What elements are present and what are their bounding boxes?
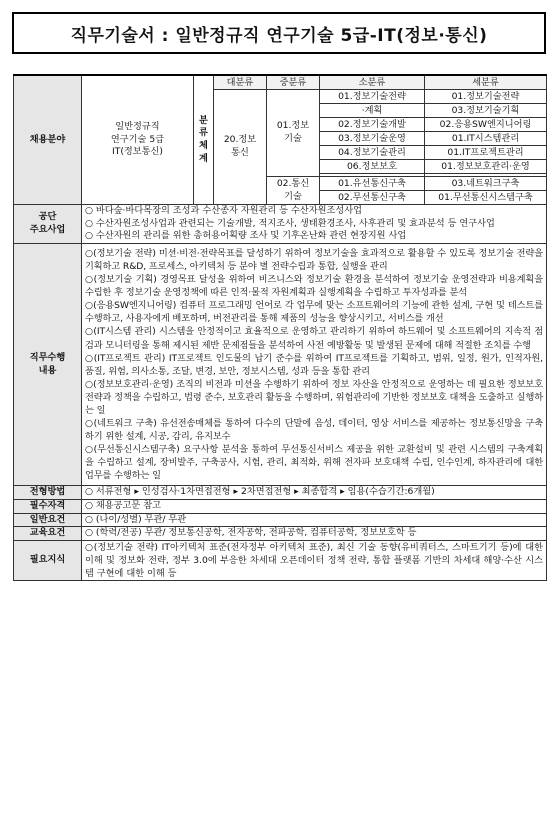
- small-category: 06.정보보호: [320, 160, 425, 174]
- small-category: ·계획: [320, 104, 425, 118]
- detail-category: 01.IT프로젝트관리: [425, 146, 547, 160]
- small-category: 02.무선통신구축: [320, 191, 425, 205]
- duty-item: ○(응용SW엔지니어링) 컴퓨터 프로그래밍 언어로 각 업무에 맞는 소프트웨어의 기능에 관한 설계, 구현 및 테스트를 수행하고, 사용자에게 배포하며, 버전관리를 통해 제품의 성능을 향상시키고, 서비스를 개선: [85, 300, 543, 325]
- detail-category: 03.네트워크구축: [425, 177, 547, 191]
- detail-category: 01.무선통신시스템구축: [425, 191, 547, 205]
- document-title-box: [12, 12, 546, 54]
- knowledge-label: 필요지식: [14, 540, 82, 580]
- duty-content: [82, 244, 547, 486]
- small-category: 02.정보기술개발: [320, 118, 425, 132]
- mid-category-telecom: 02.통신 기술: [267, 177, 320, 205]
- header-small: 소분류: [320, 75, 425, 90]
- header-detail: 세분류: [425, 75, 547, 90]
- detail-category: 01.정보보호관리·운영: [425, 160, 547, 174]
- duty-item: ○(정보기술 전략) 미션·비전·전략목표를 달성하기 위하여 정보기술을 효과적으로 활용할 수 있도록 정보기술 전략을 기획하고 R&D, 프로세스, 아키텍처 등 분야 별 전략수립과 통합, 실행을 관리: [85, 248, 543, 273]
- selection-label: 전형방법: [14, 486, 82, 500]
- business-label: 공단 주요사업: [14, 205, 82, 244]
- position-name: 일반정규직 연구기술 5급 IT(정보통신): [82, 75, 194, 205]
- education-content: ○ (학력/전공) 무관/ 정보통신공학, 전자공학, 전파공학, 컴퓨터공학, 정보보호학 등: [82, 527, 547, 541]
- small-category: 01.정보기술전략: [320, 90, 425, 104]
- qualification-content: ○ 채용공고문 참고: [82, 499, 547, 513]
- header-major: 대분류: [214, 75, 267, 90]
- header-mid: 중분류: [267, 75, 320, 90]
- mid-category-it: 01.정보 기술: [267, 90, 320, 177]
- general-content: ○ (나이/성별) 무관/ 무관: [82, 513, 547, 527]
- document-title: 직무기술서 : 일반정규직 연구기술 5급-IT(정보·통신): [70, 25, 488, 46]
- classification-system-label: 분 류 체 계: [194, 75, 214, 205]
- detail-category: 01.정보기술전략: [425, 90, 547, 104]
- duty-item: ○(정보기술 기획) 경영목표 달성을 위하여 비즈니스와 정보기술 환경을 분석하여 정보기술 운영전략과 비용계획을 수립한 후 정보기술 운영정책에 따른 인적·물적 자원계획과 실행계획을 수립하고 투자성과를 분석: [85, 274, 543, 299]
- general-label: 일반요건: [14, 513, 82, 527]
- duty-item: ○(IT시스템 관리) 시스템을 안정적이고 효율적으로 운영하고 관리하기 위하여 하드웨어 및 소프트웨어의 지속적 점검과 모니터링을 통해 제시된 제반 문제점들을 분석하여 사전 예방활동 및 발생된 문제에 대해 적절한 조치를 수행: [85, 326, 543, 351]
- job-description-table: [13, 74, 547, 581]
- business-item: ○ 수산자원조성사업과 관련되는 기술개발, 적지조사, 생태환경조사, 사후관리 및 효과분석 등 연구사업: [85, 217, 495, 229]
- knowledge-content: ○(정보기술 전략) IT아키텍처 표준(전자정부 아키텍처 표준), 최신 기술 동향(유비쿼터스, 스마트기기 등)에 대한 이해 및 정보화 전략, 정부 3.0에 부응한 차세대 오픈데이터 정책 전략, 통합 플랫폼 기반의 차세대 해양·수산 시스템 구현에 대한 이해 등: [82, 540, 547, 580]
- business-content: [82, 205, 547, 244]
- duty-label: 직무수행 내용: [14, 244, 82, 486]
- detail-category: 02.응용SW엔지니어링: [425, 118, 547, 132]
- business-item: ○ 수산자원의 관리를 위한 총허용어획량 조사 및 기후온난화 관련 현장지원 사업: [85, 230, 407, 242]
- qualification-label: 필수자격: [14, 499, 82, 513]
- duty-item: ○(정보보호관리·운영) 조직의 비전과 미션을 수행하기 위하여 정보 자산을 안정적으로 운영하는 데 필요한 정보보호 전략과 정책을 수립하고, 법령 준수, 보호관리 활동을 수행하며, 위험관리에 기반한 정보보호 대책을 도출하고 실행하는 일: [85, 378, 543, 416]
- duty-item: ○(네트워크 구축) 유선전송매체를 통하여 다수의 단말에 음성, 데이터, 영상 서비스를 제공하는 정보통신망을 구축하기 위한 설계, 시공, 감리, 유지보수: [85, 417, 543, 442]
- detail-category: 03.정보기술기획: [425, 104, 547, 118]
- education-label: 교육요건: [14, 527, 82, 541]
- small-category: 03.정보기술운영: [320, 132, 425, 146]
- selection-content: ○ 서류전형 ▸ 인성검사·1차면접전형 ▸ 2차면접전형 ▸ 최종합격 ▸ 임용(수습기간:6개월): [82, 486, 547, 500]
- duty-item: ○(무선통신시스템구축) 요구사항 분석을 통하여 무선통신서비스 제공을 위한 교환설비 및 관련 시스템의 구축계획을 수립하고 설계, 장비발주, 구축공사, 시험, 관리, 최적화, 위해 전자파 보호대책 수립, 인수인계, 하자관리에 대한 업무를 수행하는 일: [85, 444, 543, 482]
- business-item: ○ 바다숲·바다목장의 조성과 수산종자 자원관리 등 수산자원조성사업: [85, 205, 362, 216]
- small-category: 01.유선통신구축: [320, 177, 425, 191]
- duty-item: ○(IT프로젝트 관리) IT프로젝트 인도물의 납기 준수를 위하여 IT프로젝트를 기획하고, 범위, 일정, 원가, 인적자원, 품질, 위험, 의사소통, 조달, 변경, 보안, 정보시스템, 성과 등을 통합 관리: [85, 352, 543, 377]
- recruit-field-label: 채용분야: [14, 75, 82, 205]
- major-category: 20.정보 통신: [214, 90, 267, 205]
- detail-category: 01.IT시스템관리: [425, 132, 547, 146]
- small-category: 04.정보기술관리: [320, 146, 425, 160]
